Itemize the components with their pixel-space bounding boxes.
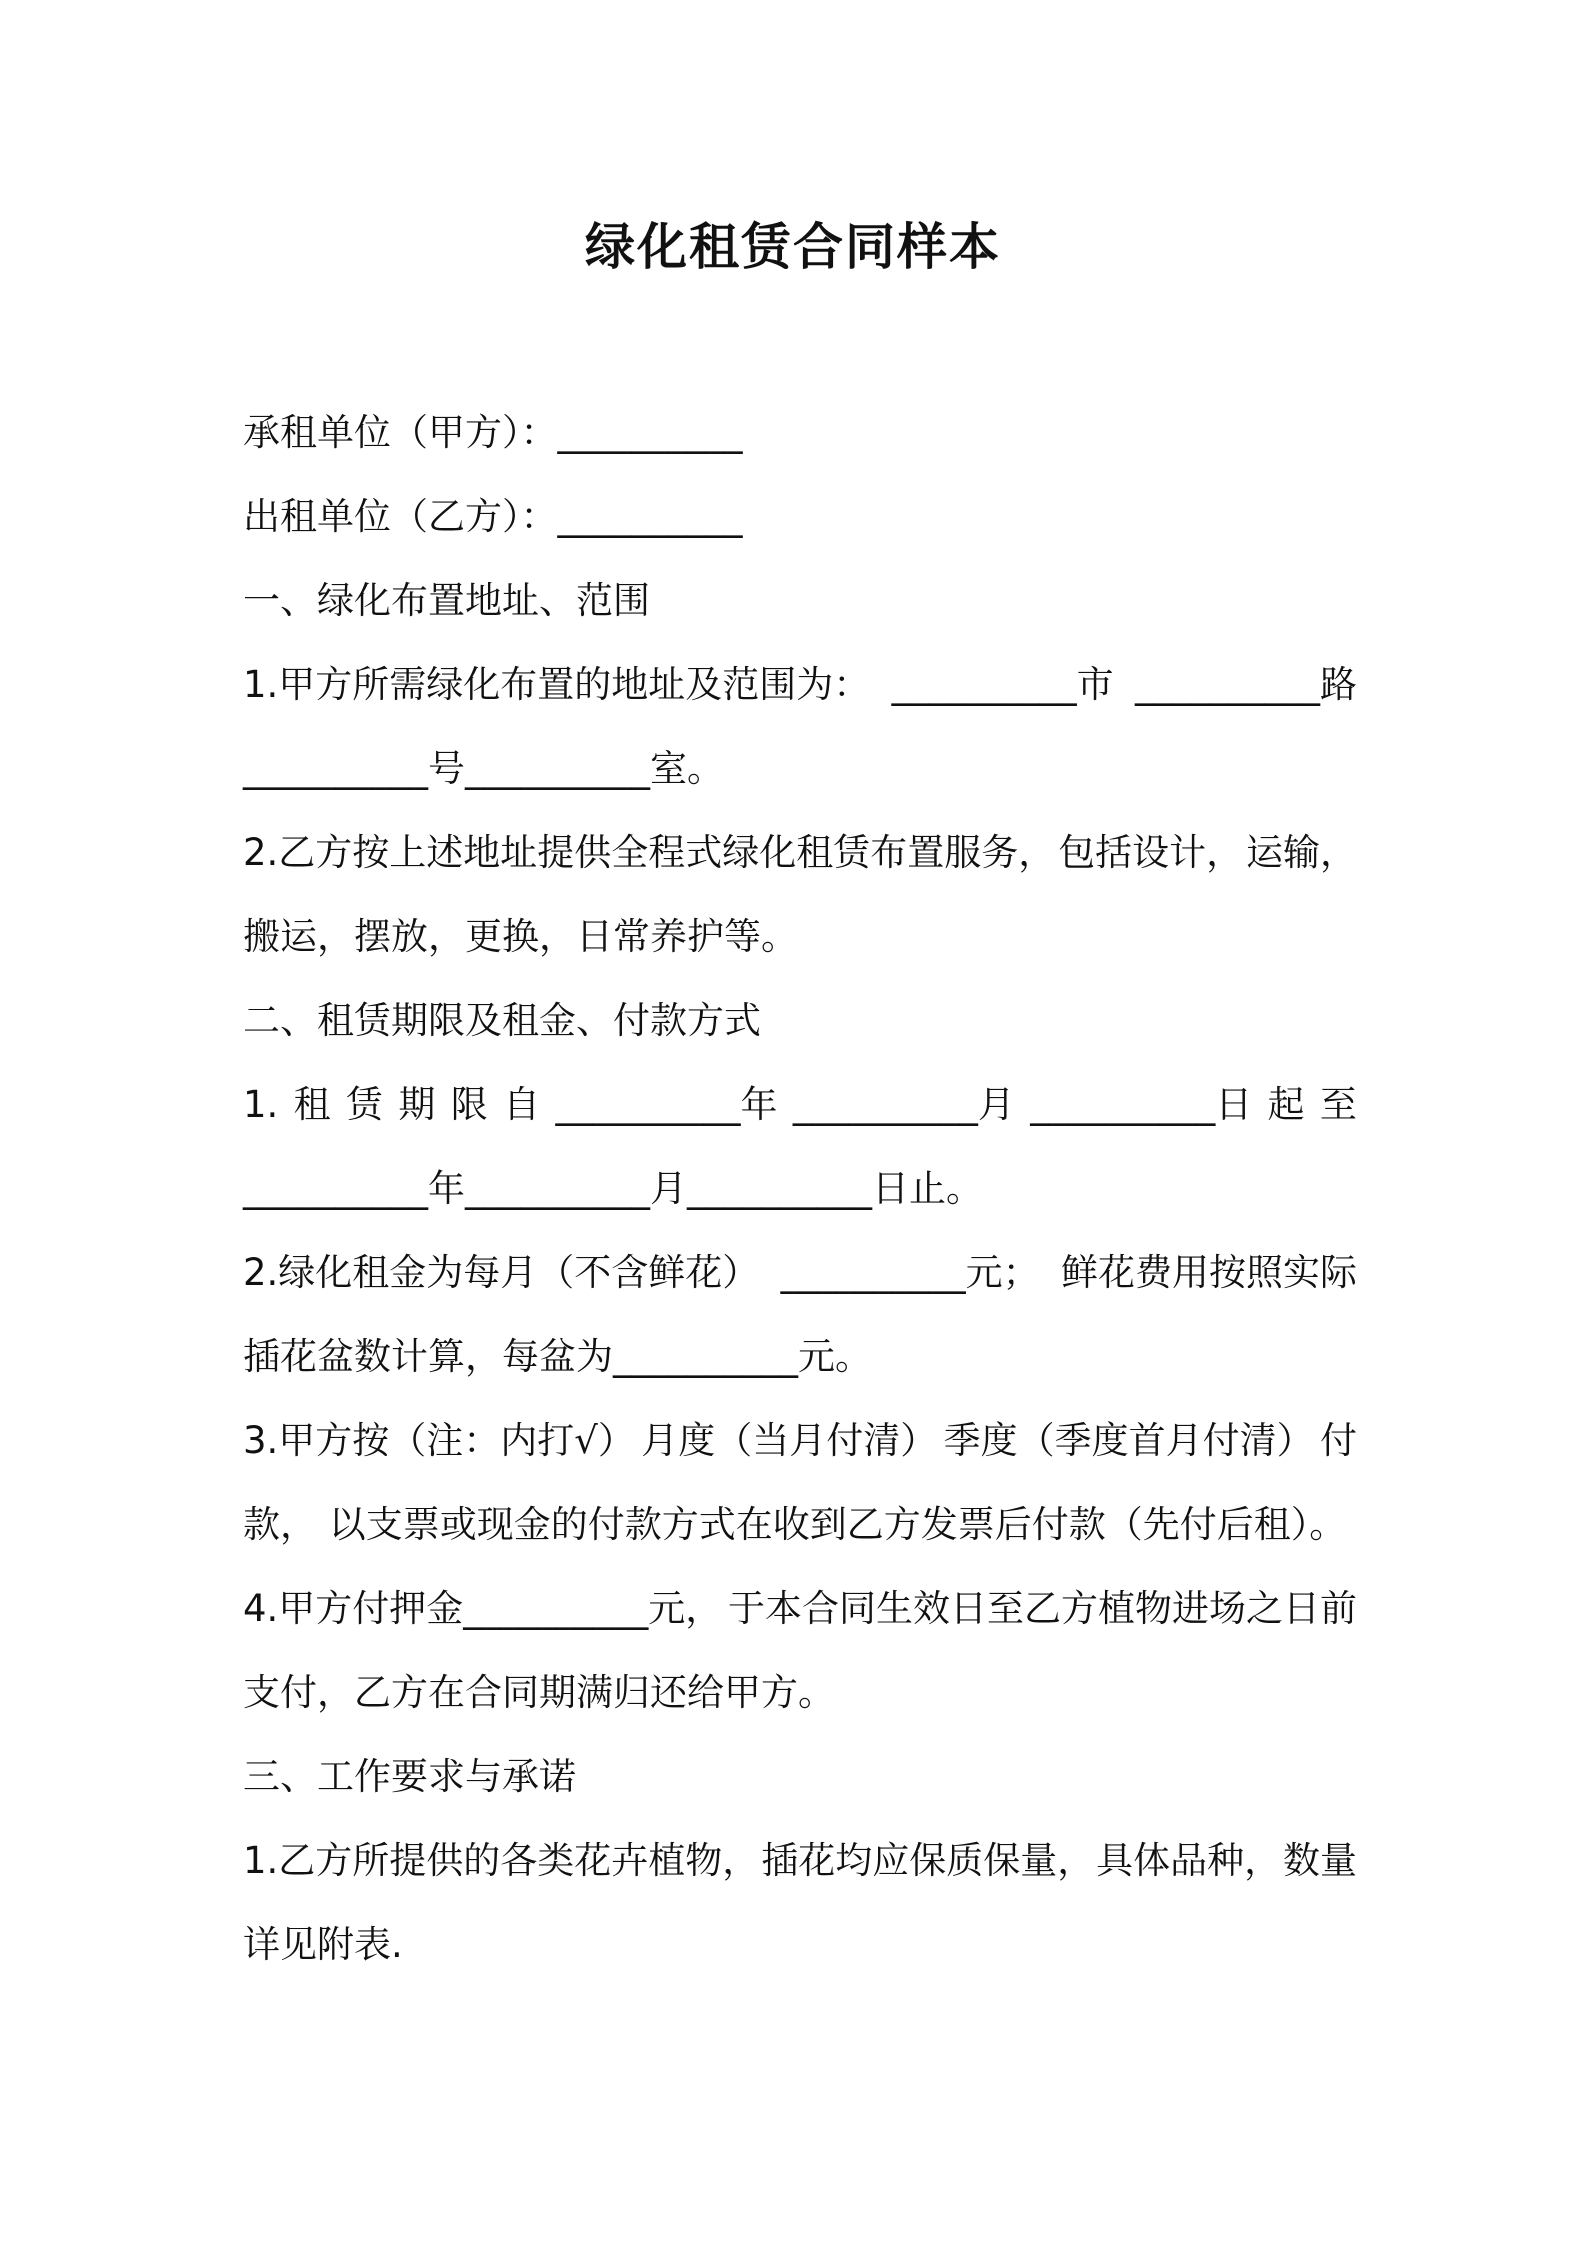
text-segment: 赁: [346, 1083, 384, 1126]
clause-2-3-line-1: [243, 1413, 1357, 1469]
text-segment: 鲜花费用按照实际: [1061, 1251, 1357, 1294]
text-segment: 于本合同生效日至乙方植物进场之日前: [728, 1587, 1357, 1630]
clause-1-1-line-1: [243, 657, 1357, 713]
text-segment: 2.绿化租金为每月（不含鲜花）: [243, 1251, 760, 1294]
clause-2-4-line-2: 支付，乙方在合同期满归还给甲方。: [243, 1671, 835, 1714]
text-segment: 租: [293, 1083, 331, 1126]
lessee-line: 承租单位（甲方）：__________: [243, 411, 743, 454]
text-segment: __________月: [792, 1083, 1015, 1126]
clause-1-2-line-1: [243, 825, 1357, 881]
clause-2-2-line-1: [243, 1245, 1357, 1301]
text-segment: 起: [1267, 1083, 1305, 1126]
clause-1-1-line-2: __________号__________室。: [243, 747, 724, 790]
text-segment: 包括设计，: [1058, 831, 1244, 874]
text-segment: __________市: [891, 663, 1114, 706]
clause-2-1-line-2: __________年__________月__________日止。: [243, 1167, 983, 1210]
text-segment: __________路: [1135, 663, 1357, 706]
text-segment: 1.: [243, 1083, 279, 1126]
text-segment: 具体品种，: [1096, 1839, 1282, 1882]
text-segment: 4.甲方付押金__________元，: [243, 1587, 723, 1630]
section-heading-1: 一、绿化布置地址、范围: [243, 579, 650, 622]
text-segment: 2.乙方按上述地址提供全程式绿化租赁布置服务，: [243, 831, 1056, 874]
document-title: 绿化租赁合同样本: [585, 218, 1001, 276]
text-segment: 3.甲方按（注：内打√）: [243, 1419, 635, 1462]
section-heading-2: 二、租赁期限及租金、付款方式: [243, 999, 761, 1042]
text-segment: 付: [1319, 1419, 1357, 1462]
text-segment: __________元；: [780, 1251, 1040, 1294]
text-segment: __________年: [555, 1083, 778, 1126]
text-segment: 插花均应保质保量，: [761, 1839, 1095, 1882]
text-segment: 运输，: [1246, 831, 1357, 874]
section-heading-3: 三、工作要求与承诺: [243, 1755, 576, 1798]
text-segment: 至: [1319, 1083, 1357, 1126]
clause-3-1-line-1: [243, 1833, 1357, 1889]
clause-2-4-line-1: [243, 1581, 1357, 1637]
clause-2-2-line-2: 插花盆数计算，每盆为__________元。: [243, 1335, 872, 1378]
text-segment: 数量: [1282, 1839, 1357, 1882]
text-segment: 月度（当月付清）: [641, 1419, 938, 1462]
text-segment: __________日: [1030, 1083, 1253, 1126]
clause-1-2-line-2: 搬运，摆放，更换，日常养护等。: [243, 915, 798, 958]
text-segment: 限: [450, 1083, 488, 1126]
clause-2-1-line-1: [243, 1077, 1357, 1133]
text-segment: 1.甲方所需绿化布置的地址及范围为：: [243, 663, 871, 706]
text-segment: 1.乙方所提供的各类花卉植物，: [243, 1839, 760, 1882]
text-segment: 季度（季度首月付清）: [943, 1419, 1314, 1462]
lessor-line: 出租单位（乙方）：__________: [243, 495, 743, 538]
text-segment: 期: [398, 1083, 436, 1126]
clause-3-1-line-2: 详见附表.: [243, 1923, 403, 1966]
text-segment: 自: [503, 1083, 541, 1126]
clause-2-3-line-2: 款， 以支票或现金的付款方式在收到乙方发票后付款（先付后租）。: [243, 1503, 1347, 1546]
